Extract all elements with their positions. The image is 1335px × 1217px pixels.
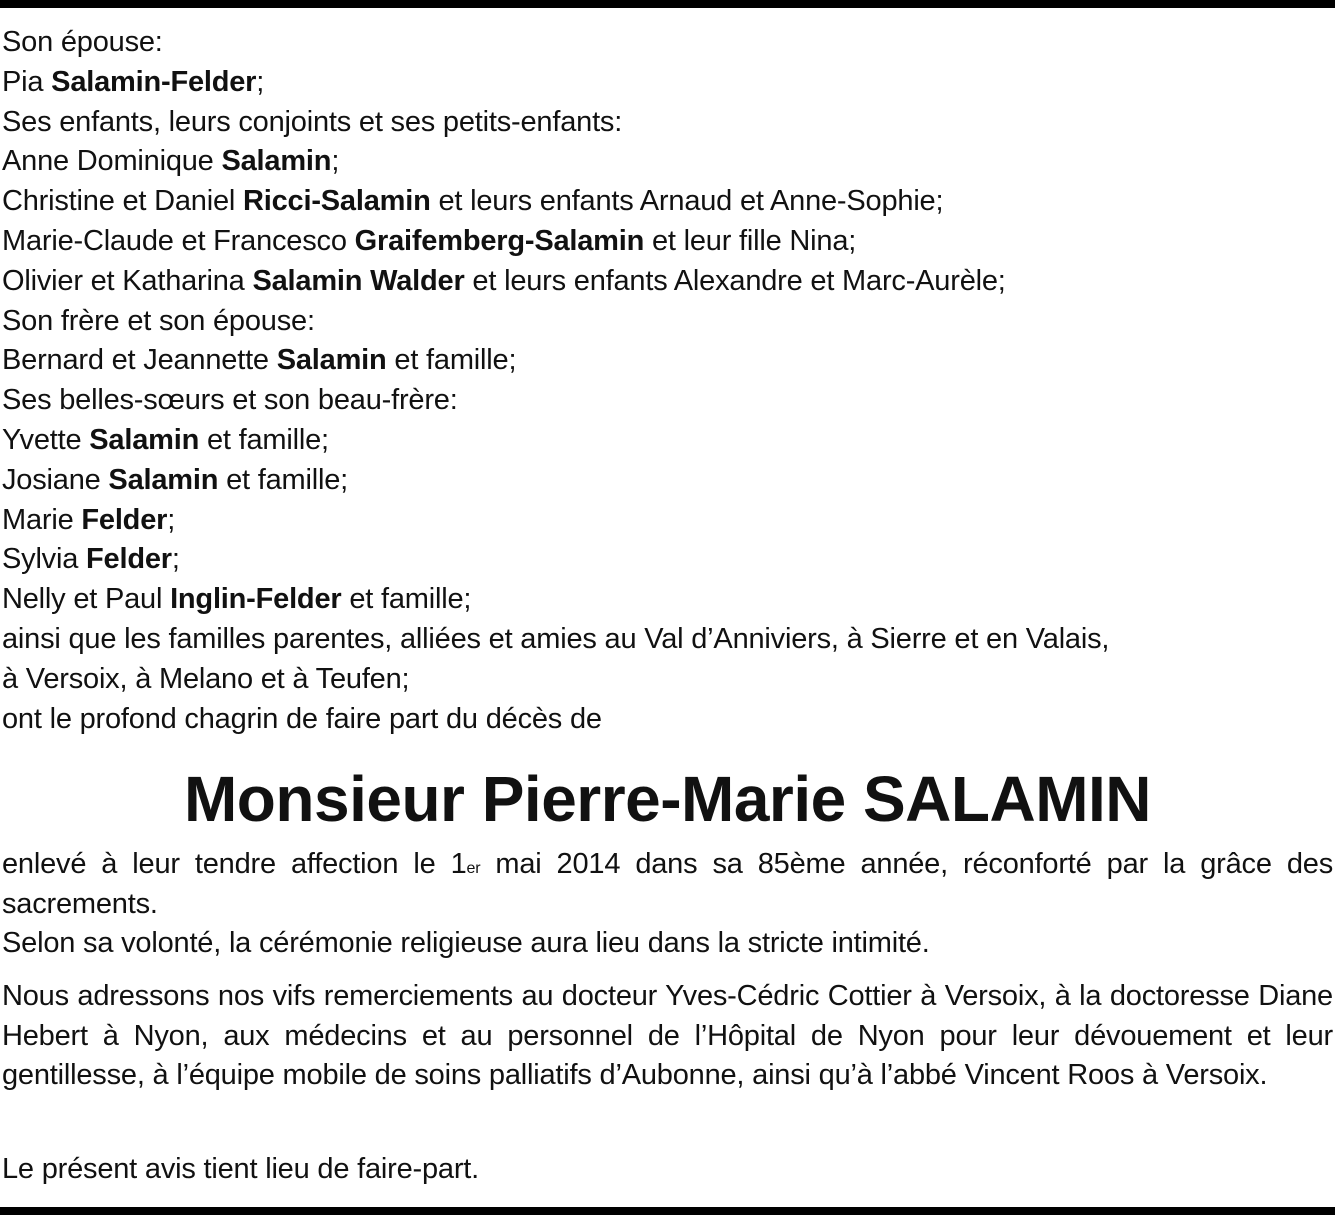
line-suffix: et famille; <box>386 344 517 377</box>
family-line-11 <box>2 421 1333 461</box>
surname: Inglin-Felder <box>170 583 342 616</box>
line-suffix: et leurs enfants Alexandre et Marc-Aurèle; <box>464 264 1006 297</box>
given-name: Sylvia <box>2 543 87 576</box>
line-suffix: et famille; <box>199 423 329 456</box>
surname: Salamin Walder <box>252 264 465 297</box>
family-line-17: à Versoix, à Melano et à Teufen; <box>2 662 410 695</box>
surname: Salamin <box>221 145 332 178</box>
closing-paragraph: Le présent avis tient lieu de faire-part. <box>2 1153 480 1185</box>
ordinal-suffix: er <box>466 860 481 877</box>
announcement-text: enlevé à leur tendre affection le 1 <box>2 848 467 880</box>
surname: Salamin <box>89 423 200 456</box>
line-suffix: ; <box>171 543 180 576</box>
top-rule <box>0 0 1335 8</box>
line-suffix: et famille; <box>218 463 349 496</box>
family-line-14 <box>2 540 1333 580</box>
line-suffix: et leur fille Nina; <box>644 224 857 257</box>
family-line-16: ainsi que les familles parentes, alliées et amies au Val d’Anniviers, à Sierre et en Valais, <box>2 622 1110 655</box>
deceased-name: Monsieur Pierre-Marie SALAMIN <box>183 763 1152 835</box>
given-name: Olivier et Katharina <box>2 264 253 297</box>
surname: Graifemberg-Salamin <box>354 224 645 257</box>
given-name: Bernard et Jeannette <box>2 344 277 377</box>
surname: Salamin <box>108 463 219 496</box>
family-line-18: ont le profond chagrin de faire part du décès de <box>2 702 602 735</box>
given-name: Marie <box>2 503 82 536</box>
family-line-12 <box>2 461 1333 501</box>
ceremony-paragraph: Selon sa volonté, la cérémonie religieuse aura lieu dans la stricte intimité. <box>2 927 930 959</box>
line-suffix: et famille; <box>341 583 472 616</box>
surname: Ricci-Salamin <box>243 185 431 218</box>
family-line-9 <box>2 341 1333 381</box>
family-line-13 <box>2 501 1333 541</box>
given-name: Yvette <box>2 423 90 456</box>
family-line-10: Ses belles-sœurs et son beau-frère: <box>2 384 458 417</box>
family-line-1: Son épouse: <box>2 26 163 58</box>
line-suffix: ; <box>256 65 265 98</box>
line-suffix: ; <box>167 503 176 536</box>
bottom-rule <box>0 1207 1335 1215</box>
family-line-8: Son frère et son épouse: <box>2 304 315 337</box>
family-line-15 <box>2 580 1333 620</box>
announcement-paragraph <box>2 845 1333 924</box>
surname: Salamin-Felder <box>51 65 257 98</box>
given-name: Pia <box>2 65 52 98</box>
given-name: Christine et Daniel <box>2 185 243 218</box>
family-line-6 <box>2 222 1333 262</box>
given-name: Anne Dominique <box>2 145 222 178</box>
thanks-paragraph: Nous adressons nos vifs remerciements au docteur Yves-Cédric Cottier à Versoix, à la doctoresse Diane Hebert à Nyon, aux médecins et au personnel de l’Hôpital de Nyon pour leur dévouement et leur gentillesse, à l’équipe mobile de soins palliatifs d’Aubonne, ainsi qu’à l’abbé Vincent Roos à Versoix. <box>2 980 1333 1091</box>
line-suffix: et leurs enfants Arnaud et Anne-Sophie; <box>430 185 944 218</box>
family-list <box>2 23 1333 739</box>
given-name: Nelly et Paul <box>2 583 171 616</box>
surname: Felder <box>81 503 168 536</box>
family-line-7 <box>2 262 1333 302</box>
family-line-2 <box>2 63 1333 103</box>
family-line-4 <box>2 142 1333 182</box>
surname: Salamin <box>276 344 387 377</box>
announcement-text-cont: mai 2014 dans sa 85ème année, réconforté par la grâce des sacrements. <box>2 848 1333 920</box>
surname: Felder <box>86 543 172 576</box>
family-line-5 <box>2 182 1333 222</box>
given-name: Marie-Claude et Francesco <box>2 224 355 257</box>
family-line-3: Ses enfants, leurs conjoints et ses petits-enfants: <box>2 105 623 138</box>
given-name: Josiane <box>2 463 109 496</box>
line-suffix: ; <box>331 145 340 178</box>
